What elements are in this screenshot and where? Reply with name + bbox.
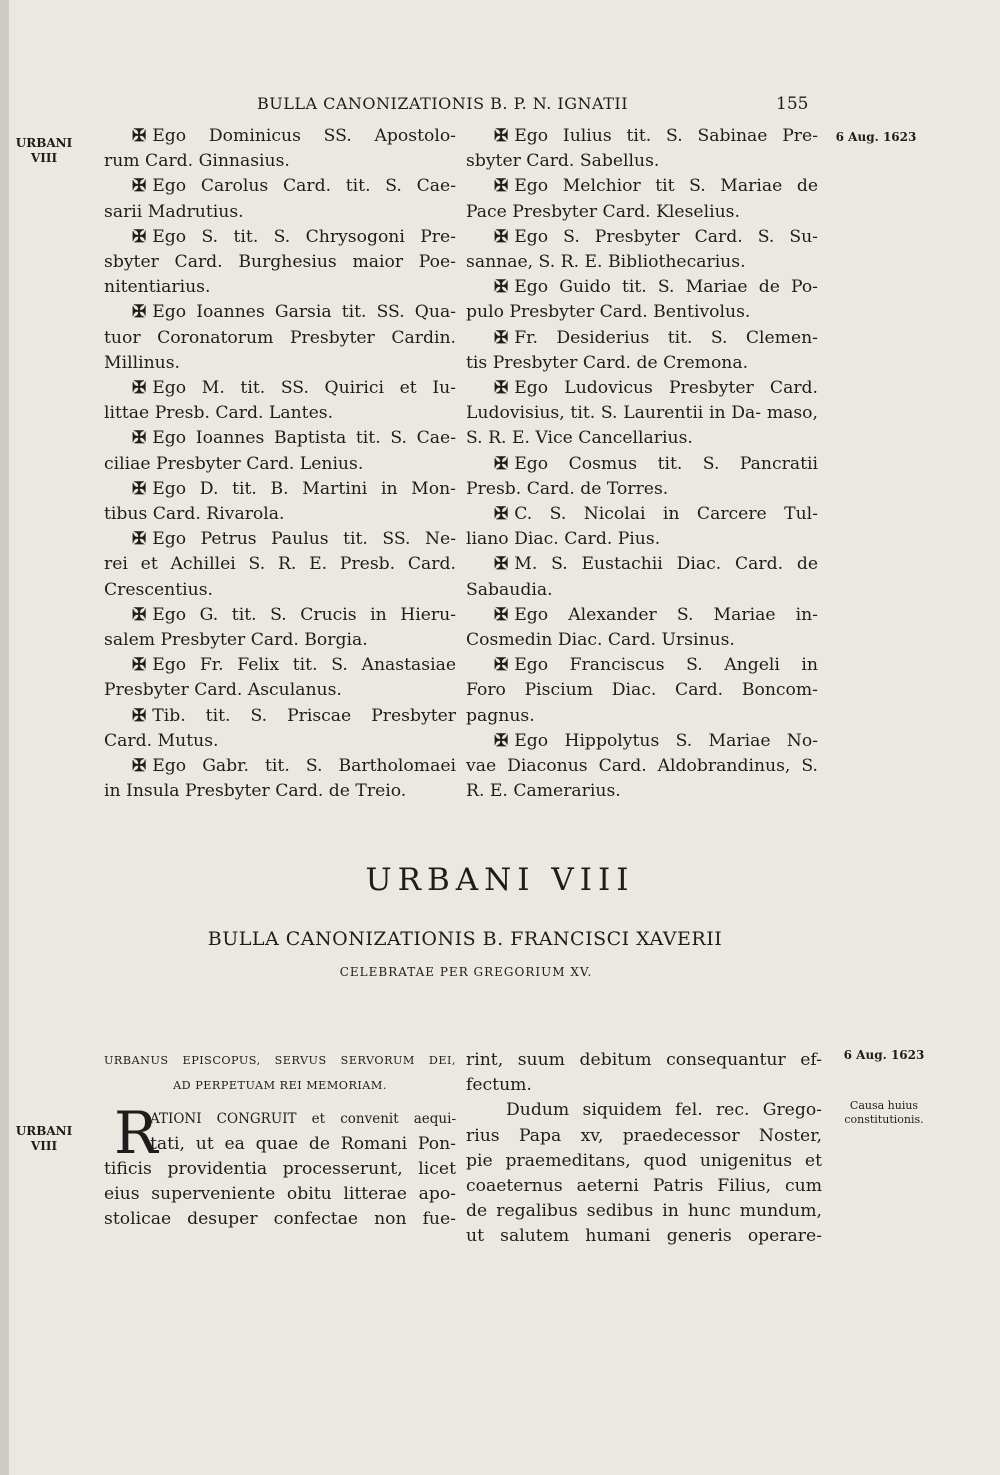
margin-pope-name: URBANI xyxy=(15,1124,73,1138)
signature-entry: ✠ Ego Carolus Card. tit. S. Cae- sarii Madrutius. xyxy=(104,176,456,222)
salutation-line: AD PERPETUAM REI MEMORIAM. xyxy=(173,1079,387,1093)
text-line: rint, suum debitum consequantur ef- xyxy=(466,1050,822,1070)
margin-note-bottom-left xyxy=(14,1124,74,1154)
text-line: ut salutem humani generis operare- xyxy=(466,1226,822,1247)
text-line: Dudum siquidem fel. rec. Grego- xyxy=(506,1100,822,1121)
signature-entry: ✠ Ego Dominicus SS. Apostolo- rum Card. Ginnasius. xyxy=(104,126,456,172)
signature-entry: ✠ Ego G. tit. S. Crucis in Hieru- salem Presbyter Card. Borgia. xyxy=(104,604,456,651)
signature-entry: ✠ Fr. Desiderius tit. S. Clemen- tis Presbyter Card. de Cremona. xyxy=(466,327,818,373)
signature-entry: ✠ Ego Alexander S. Mariae in- Cosmedin Diac. Card. Ursinus. xyxy=(466,604,818,651)
section-subtitle: BULLA CANONIZATIONIS B. FRANCISCI XAVERII xyxy=(207,928,723,950)
margin-pope-number: VIII xyxy=(30,151,58,165)
signature-entry: ✠ Ego S. tit. S. Chrysogoni Pre- sbyter Card. Burghesius maior Poe- nitentiarius. xyxy=(104,226,456,298)
bull-text-left xyxy=(104,1048,456,1232)
cross-icon: ✠ xyxy=(494,277,509,298)
cross-icon: ✠ xyxy=(494,453,509,474)
margin-date-top-right: 6 Aug. 1623 xyxy=(835,130,917,144)
page-spine xyxy=(0,0,9,1475)
signature-entry: ✠ Ego Cosmus tit. S. Pancratii Presb. Card. de Torres. xyxy=(466,453,818,499)
text-line: tificis providentia processerunt, licet xyxy=(104,1158,456,1179)
cross-icon: ✠ xyxy=(494,176,509,197)
margin-pope-number: VIII xyxy=(30,1139,58,1153)
cross-icon: ✠ xyxy=(132,604,147,625)
signature-entry: ✠ Tib. tit. S. Priscae Presbyter Card. Mutus. xyxy=(104,705,456,751)
signature-entry: ✠ Ego Gabr. tit. S. Bartholomaei in Insula Presbyter Card. de Treio. xyxy=(104,756,456,802)
cross-icon: ✠ xyxy=(132,529,147,550)
left-column xyxy=(104,124,456,804)
cross-icon: ✠ xyxy=(494,655,509,676)
signature-entry: ✠ Ego Petrus Paulus tit. SS. Ne- rei et Achillei S. R. E. Presb. Card. Crescentius. xyxy=(104,529,456,600)
text-line: eius superveniente obitu litterae apo- xyxy=(104,1183,456,1204)
signature-entry: ✠ Ego Franciscus S. Angeli in Foro Piscium Diac. Card. Boncom- pagnus. xyxy=(466,655,818,726)
cross-icon: ✠ xyxy=(132,302,147,323)
signature-entry: ✠ M. S. Eustachii Diac. Card. de Sabaudia. xyxy=(466,554,818,600)
cross-icon: ✠ xyxy=(132,705,147,726)
margin-note-top-left xyxy=(14,136,74,166)
cross-icon: ✠ xyxy=(132,126,147,146)
cross-icon: ✠ xyxy=(494,378,509,399)
page-header xyxy=(0,94,1000,120)
signature-entry: ✠ Ego Ioannes Baptista tit. S. Cae- ciliae Presbyter Card. Lenius. xyxy=(104,428,456,474)
salutation-line: URBANUS EPISCOPUS, SERVUS SERVORUM DEI, xyxy=(104,1054,456,1067)
bull-text-right xyxy=(466,1048,822,1250)
text-line: ATIONI CONGRUIT et convenit aequi- xyxy=(150,1111,456,1128)
margin-date-bottom-right: 6 Aug. 1623 xyxy=(843,1048,925,1062)
cross-icon: ✠ xyxy=(494,604,509,625)
cross-icon: ✠ xyxy=(132,655,147,676)
page-number: 155 xyxy=(776,94,809,114)
cross-icon: ✠ xyxy=(132,478,147,499)
cross-icon: ✠ xyxy=(494,504,509,525)
section-title: URBANI VIII xyxy=(365,862,635,898)
text-line: fectum. xyxy=(466,1075,532,1096)
cross-icon: ✠ xyxy=(494,730,509,751)
right-column xyxy=(466,124,818,804)
cross-icon: ✠ xyxy=(132,428,147,449)
text-line: stolicae desuper confectae non fue- xyxy=(104,1209,456,1230)
text-line: rius Papa xv, praedecessor Noster, xyxy=(466,1125,822,1146)
cross-icon: ✠ xyxy=(132,378,147,399)
text-line: pie praemeditans, quod unigenitus et xyxy=(466,1150,822,1171)
cross-icon: ✠ xyxy=(494,226,509,247)
cross-icon: ✠ xyxy=(494,327,509,348)
signature-entry: ✠ Ego Ioannes Garsia tit. SS. Qua- tuor Coronatorum Presbyter Cardin. Millinus. xyxy=(104,302,456,373)
signature-entry: ✠ C. S. Nicolai in Carcere Tul- liano Diac. Card. Pius. xyxy=(466,504,818,550)
cross-icon: ✠ xyxy=(132,226,147,247)
cross-icon: ✠ xyxy=(494,554,509,575)
cross-icon: ✠ xyxy=(132,176,147,197)
signature-entry: ✠ Ego S. Presbyter Card. S. Su- sannae, S. R. E. Bibliothecarius. xyxy=(466,226,818,273)
drop-cap: R xyxy=(114,1099,158,1168)
cross-icon: ✠ xyxy=(494,126,509,146)
section-subsubtitle: CELEBRATAE PER GREGORIUM XV. xyxy=(339,965,593,979)
running-title: BULLA CANONIZATIONIS B. P. N. IGNATII xyxy=(257,94,629,113)
opening-paragraph xyxy=(104,1099,456,1232)
signature-entry: ✠ Ego Melchior tit S. Mariae de Pace Presbyter Card. Kleselius. xyxy=(466,176,818,222)
signature-entry: ✠ Ego Fr. Felix tit. S. Anastasiae Presbyter Card. Asculanus. xyxy=(104,655,456,701)
text-line: de regalibus sedibus in hunc mundum, xyxy=(466,1201,822,1222)
margin-note-cause: Causa huius constitutionis. xyxy=(844,1099,924,1126)
signature-entry: ✠ Ego Guido tit. S. Mariae de Po- pulo Presbyter Card. Bentivolus. xyxy=(466,277,818,323)
text-line: coaeternus aeterni Patris Filius, cum xyxy=(466,1175,822,1196)
margin-pope-name: URBANI xyxy=(15,136,73,150)
signature-entry: ✠ Ego M. tit. SS. Quirici et Iu- littae Presb. Card. Lantes. xyxy=(104,378,456,424)
signature-entry: ✠ Ego Hippolytus S. Mariae No- vae Diaconus Card. Aldobrandinus, S. R. E. Camerarius. xyxy=(466,730,818,802)
text-line: tati, ut ea quae de Romani Pon- xyxy=(150,1133,456,1154)
signature-entry: ✠ Ego Ludovicus Presbyter Card. Ludovisius, tit. S. Laurentii in Da- maso, S. R. E. Vice Cancellarius. xyxy=(466,378,818,449)
signature-entry: ✠ Ego Iulius tit. S. Sabinae Pre- sbyter Card. Sabellus. xyxy=(466,126,818,172)
signature-entry: ✠ Ego D. tit. B. Martini in Mon- tibus Card. Rivarola. xyxy=(104,478,456,525)
cross-icon: ✠ xyxy=(132,756,147,777)
